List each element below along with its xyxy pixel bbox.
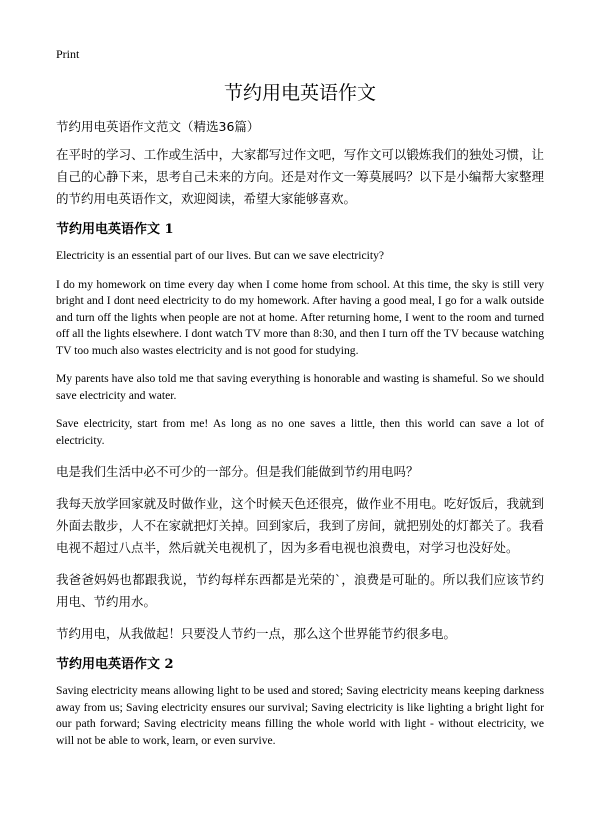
en-paragraph: My parents have also told me that saving everything is honorable and wasting is shameful. So we should save electricity and water.	[56, 372, 544, 402]
document-title: 节约用电英语作文	[223, 82, 376, 104]
cn-paragraph: 我爸爸妈妈也都跟我说，节约每样东西都是光荣的`，浪费是可耻的。所以我们应该节约用电、节约用水。	[56, 572, 544, 609]
section-heading-1: 节约用电英语作文 1	[56, 222, 174, 237]
print-link[interactable]: Print	[56, 47, 80, 61]
cn-paragraph: 节约用电，从我做起！只要没人节约一点，那么这个世界能节约很多电。	[56, 626, 457, 641]
cn-paragraph: 我每天放学回家就及时做作业，这个时候天色还很亮，做作业不用电。吃好饭后，我就到外面去散步，人不在家就把灯关掉。回到家后，我到了房间，就把别处的灯都关了。我看电视不超过八点半，然后就关电视机了，因为多看电视也浪费电，对学习也没好处。	[56, 496, 544, 555]
en-paragraph: Save electricity, start from me! As long as no one saves a little, then this world can save a lot of electricity.	[56, 417, 544, 447]
cn-paragraph: 电是我们生活中必不可少的一部分。但是我们能做到节约用电吗？	[56, 464, 419, 479]
en-paragraph: Saving electricity means allowing light to be used and stored; Saving electricity means keeping darkness away from us; Saving electricity ensures our survival; Saving electricity is like lighting a bright light for our path forward; Saving electricity means filling the whole world with light - without electricity, we will not be able to work, learn, or even survive.	[56, 684, 544, 747]
en-paragraph: I do my homework on time every day when I come home from school. At this time, the sky is still very bright and I dont need electricity to do my homework. After having a good meal, I go for a walk outside and turn off the lights when people are not at home. After returning home, I went to the room and turned off all the lights elsewhere. I dont watch TV more than 8:30, and then I turn off the TV because watching TV too much also wastes electricity and is not good for studying.	[56, 277, 544, 357]
intro-paragraph: 在平时的学习、工作或生活中，大家都写过作文吧，写作文可以锻炼我们的独处习惯，让自己的心静下来，思考自己未来的方向。还是对作文一筹莫展吗？以下是小编帮大家整理的节约用电英语作文，欢迎阅读，希望大家能够喜欢。	[56, 147, 544, 206]
section-heading-2: 节约用电英语作文 2	[56, 657, 174, 672]
en-paragraph: Electricity is an essential part of our lives. But can we save electricity?	[56, 249, 385, 262]
document-subtitle: 节约用电英语作文范文（精选36篇）	[56, 119, 260, 134]
